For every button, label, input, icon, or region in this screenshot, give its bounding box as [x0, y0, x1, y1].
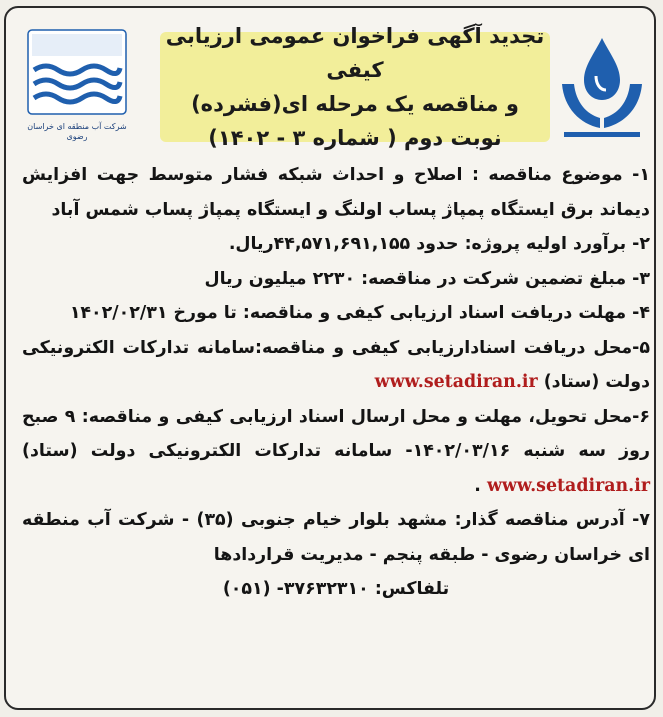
notice-body: [22, 158, 650, 607]
regional-water-company-logo: [22, 26, 132, 146]
item-5-location: [22, 331, 650, 400]
notice-frame: [4, 6, 656, 710]
item-4-deadline: ۴- مهلت دریافت اسناد ارزیابی کیفی و مناقصه: تا مورخ ۱۴۰۲/۰۲/۳۱: [69, 303, 650, 323]
waves-logo-icon: [22, 26, 132, 118]
fax-line: [22, 572, 650, 607]
item-6-delivery: [22, 400, 650, 504]
water-drop-hands-logo: [554, 32, 650, 142]
notice-header: [18, 22, 654, 152]
water-drop-icon: [554, 32, 650, 142]
item-7-address: ۷- آدرس مناقصه گذار: مشهد بلوار خیام جنوبی (۳۵) - شرکت آب منطقه ای خراسان رضوی - طبقه پنجم - مدیریت قراردادها: [22, 510, 650, 565]
item-6-text: ۶-محل تحویل، مهلت و محل ارسال اسناد ارزیابی کیفی و مناقصه: ۹ صبح روز سه شنبه ۱۴۰۲/۰۳/۱۶- سامانه تدارکات الکترونیکی دولت (ستاد): [22, 406, 650, 461]
item-1-subject: ۱- موضوع مناقصه : اصلاح و احداث شبکه فشار متوسط جهت افزایش دیماند برق ایستگاه پمپاژ پساب اولنگ و ایستگاه پمپاژ پساب شمس آباد: [22, 165, 650, 220]
item-6-end: .: [474, 475, 481, 496]
title-line-1: تجدید آگهی فراخوان عمومی ارزیابی کیفی: [165, 24, 545, 82]
setadiran-link-2[interactable]: www.setadiran.ir: [486, 475, 650, 496]
title-line-3: نوبت دوم ( شماره ۳ - ۱۴۰۲): [208, 126, 502, 150]
item-5-text: ۵-محل دریافت اسنادارزیابی کیفی و مناقصه:سامانه تدارکات الکترونیکی دولت (ستاد): [22, 337, 650, 392]
item-3-guarantee: ۳- مبلغ تضمین شرکت در مناقصه: ۲۲۳۰ میلیون ریال: [204, 268, 650, 289]
title-line-2: و مناقصه یک مرحله ای(فشرده): [191, 92, 519, 116]
title-box: [160, 24, 550, 150]
left-logo-caption: شرکت آب منطقه ای خراسان رضوی: [27, 122, 127, 141]
fax-number: تلفاکس: ۳۷۶۳۲۳۱۰- (۰۵۱): [222, 579, 450, 599]
item-2-estimate: ۲- برآورد اولیه پروژه: حدود ۴۴,۵۷۱,۶۹۱,۱۵۵ریال.: [228, 234, 650, 254]
setadiran-link-1[interactable]: www.setadiran.ir: [374, 372, 538, 392]
